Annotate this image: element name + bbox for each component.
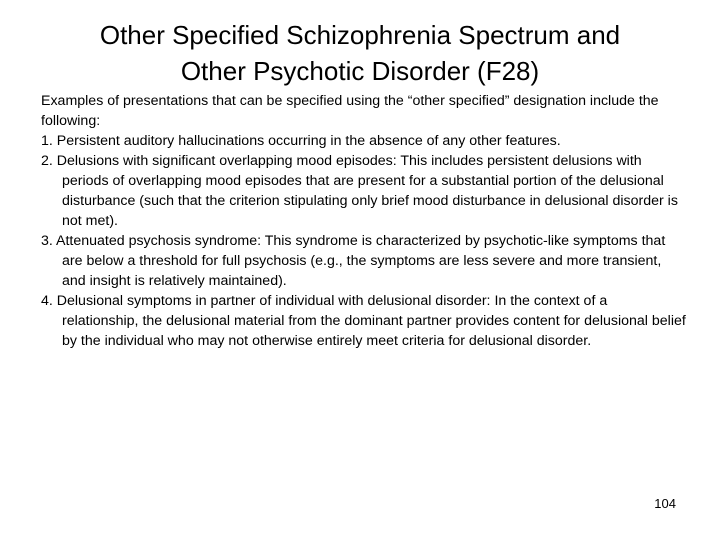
list-item: 4. Delusional symptoms in partner of individual with delusional disorder: In the context of a relationship, the delusional material from the dominant partner provides content for delusional belief by the individual who may not otherwise entirely meet criteria for delusional disorder.: [41, 293, 686, 349]
examples-list: [41, 131, 687, 351]
slide-title: [60, 17, 660, 89]
page-number: 104: [654, 496, 676, 511]
list-item: 2. Delusions with significant overlapping mood episodes: This includes persistent delusions with periods of overlapping mood episodes that are present for a substantial portion of the delusional disturbance (such that the criterion stipulating only brief mood disturbance in delusional disorder is not met).: [41, 153, 678, 229]
list-item: 3. Attenuated psychosis syndrome: This syndrome is characterized by psychotic-like symptoms that are below a threshold for full psychosis (e.g., the symptoms are less severe and more transient, and insight is relatively maintained).: [41, 233, 666, 289]
list-item: 1. Persistent auditory hallucinations occurring in the absence of any other features.: [41, 133, 561, 149]
slide-title-line-1: Other Specified Schizophrenia Spectrum and: [99, 20, 621, 50]
slide-body: [41, 91, 687, 351]
intro-text: Examples of presentations that can be specified using the “other specified” designation include the following:: [41, 93, 659, 129]
slide-title-line-2: Other Psychotic Disorder (F28): [180, 56, 540, 86]
